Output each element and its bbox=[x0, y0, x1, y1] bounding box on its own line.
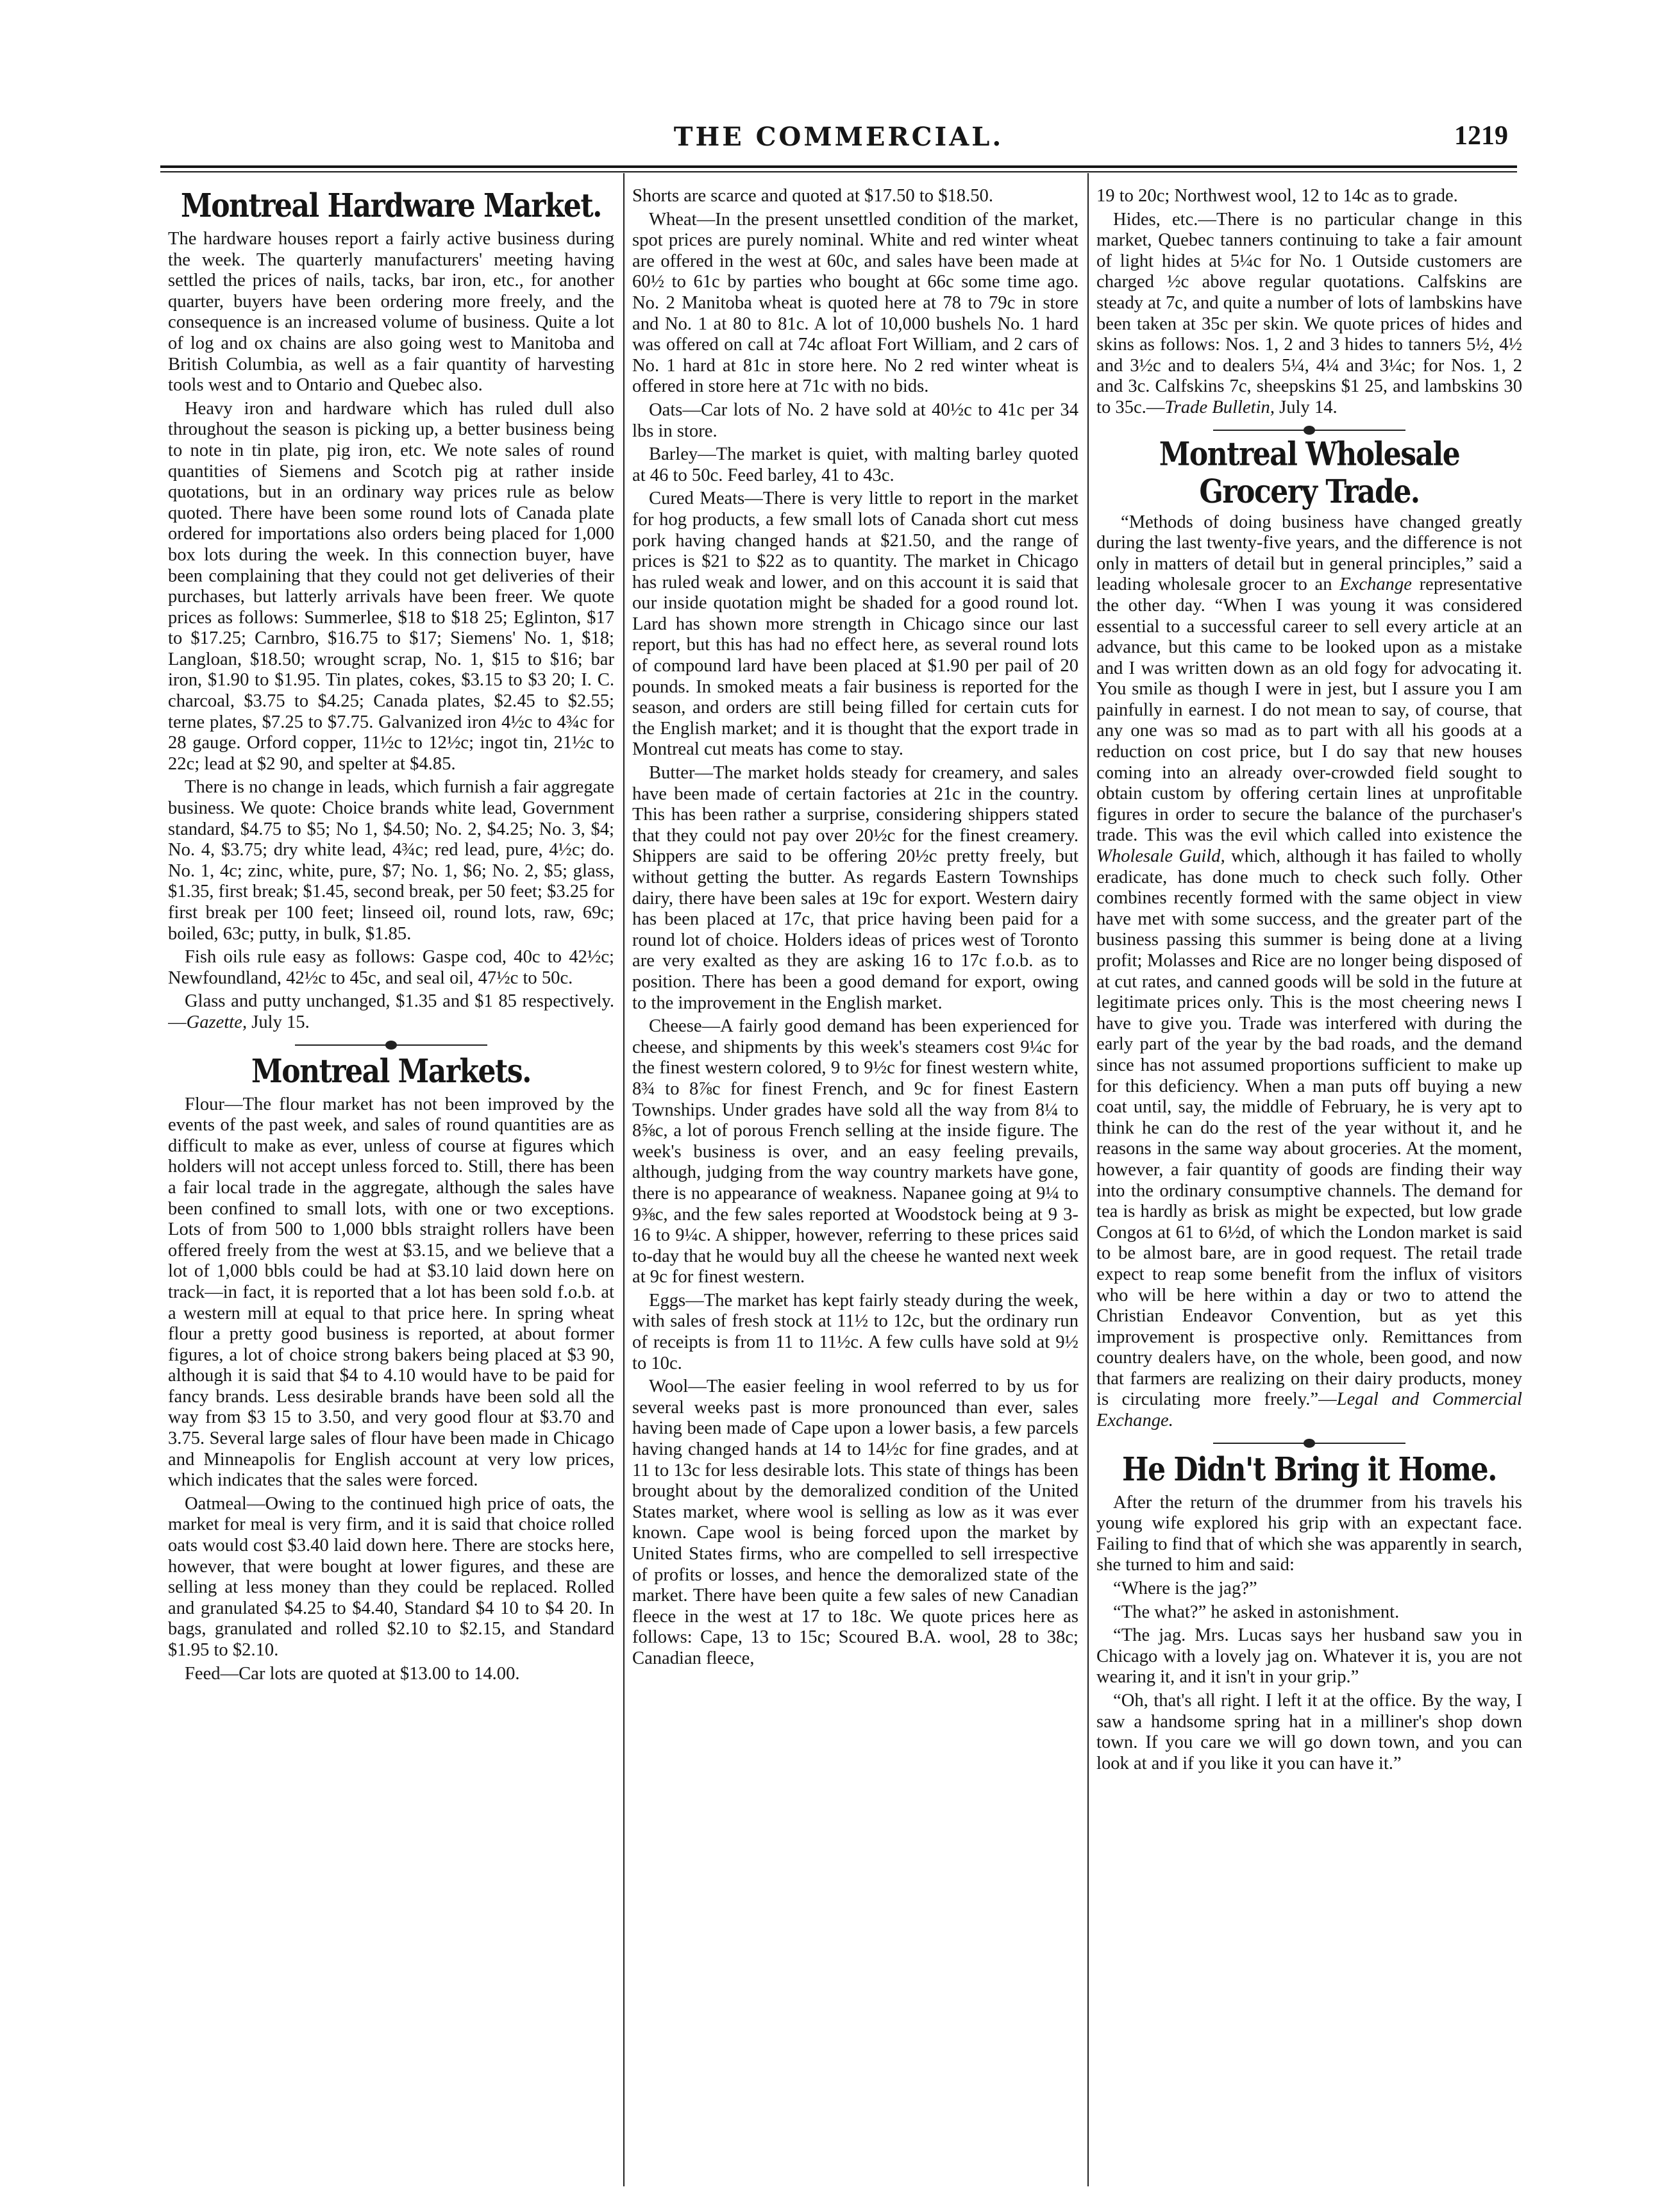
column-divider-2 bbox=[1087, 173, 1089, 2186]
article-title-hardware: Montreal Hardware Market. bbox=[180, 187, 601, 225]
source-citation: Legal and Commercial Exchange. bbox=[1096, 1389, 1522, 1431]
paragraph: The hardware houses report a fairly active business during the week. The quarterly manufacturers' meeting having settled the prices of nails, tacks, bar iron, etc., for another quarter, buyers have been ordering more freely, and the consequence is an increased volume of business. Quite a lot of log and ox chains are also going west to Manitoba and British Columbia, as well as a fair quantity of harvesting tools west and to Ontario and Quebec also. bbox=[168, 229, 614, 396]
page-header bbox=[160, 119, 1517, 158]
italic-term: Exchange bbox=[1339, 574, 1412, 595]
paragraph: Oats—Car lots of No. 2 have sold at 40½c to 41c per 34 lbs in store. bbox=[632, 399, 1078, 441]
text: Glass and putty unchanged, $1.35 and $1 85 respectively.— bbox=[168, 991, 614, 1032]
source-citation: Gazette, bbox=[186, 1012, 247, 1032]
paragraph: Feed—Car lots are quoted at $13.00 to 14.00. bbox=[185, 1663, 520, 1684]
paragraph: Fish oils rule easy as follows: Gaspe cod, 40c to 42½c; Newfoundland, 42½c to 45c, and seal oil, 47½c to 50c. bbox=[168, 947, 614, 988]
text: representative the other day. “When I was young it was considered essential to a successful career to sell every article at an advance, but this came to be looked upon as a mistake and I was written down as an old fogy for advocating it. You smile as though I were in jest, but I assure you I am painfully in earnest. I do not mean to say, of course, that any one was so mad as to part with all his goods at a reduction on cost price, but I do say that new houses coming into an already over-crowded field sought to obtain custom by offering certain lines at unprofitable figures in order to secure the balance of the purchaser's trade. This was the evil which called into existence the bbox=[1096, 574, 1522, 846]
text: which, although it has failed to wholly eradicate, has done much to check such folly. Other combines recently formed with the same object in view have met with some success, and the greater part of the business passing this summer is being done at a living profit; Molasses and Rice are no longer being disposed of at cut rates, and canned goods will be sold in the future at legitimate prices only. This is the most cheering news I have to give you. Trade was interfered with during the early part of the year by the bad roads, and the demand since has not assumed proportions sufficient to make up for this deficiency. When a man puts off buying a new coat until, say, the middle of February, he is very apt to think he can do the rest of the year without it, and he reasons in the same way about groceries. At the moment, however, a fair quantity of goods are finding their way into the ordinary consumptive channels. The demand for tea is hardly as brisk as might be expected, but low grade Congos at 61 to 6½d, of which the London market is said to be almost bare, are in good request. The retail trade expect to reap some benefit from the influx of visitors who will be here within a day or two to attend the Christian Endeavor Convention, but as yet this improvement is prospective only. Remittances from country dealers have, on the whole, been good, and now that farmers are realizing on their dairy products, money is circulating more freely.”— bbox=[1096, 846, 1522, 1410]
paragraph: “The jag. Mrs. Lucas says her husband saw you in Chicago with a lovely jag on. Whatever it is, you are not wearing it, and it isn't in your grip.” bbox=[1096, 1625, 1522, 1688]
paragraph: Wheat—In the present unsettled condition of the market, spot prices are purely nominal. White and red winter wheat are offered in the west at 60c, and sales have been made at 60½ to 61c by parties who bought at 66c some time ago. No. 2 Manitoba wheat is quoted here at 78 to 79c in store and No. 1 at 80 to 81c. A lot of 10,000 bushels No. 1 hard was offered on call at 74c afloat Fort William, and 2 cars of No. 1 hard at 81c in store here. No 2 red winter wheat is offered in store here at 71c with no bids. bbox=[632, 209, 1078, 397]
paragraph: Cured Meats—There is very little to report in the market for hog products, a few small lots of Canada short cut mess pork having changed hands at $21.50, and the range of prices is $21 to $22 as to quantity. The market in Chicago has ruled weak and lower, and on this account it is said that our inside quotation might be shaded for a good round lot. Lard has shown more strength in Chicago since our last report, but this has had no effect here, as several round lots of compound lard have been placed at $1.90 per pail of 20 pounds. In smoked meats a fair business is reported for the season, and orders are still being filled for certain cuts for the English market; and it is thought that the export trade in Montreal cut meats has come to stay. bbox=[632, 489, 1078, 760]
header-rule-thin bbox=[160, 171, 1517, 172]
citation-date: July 15. bbox=[247, 1012, 310, 1032]
paragraph: After the return of the drummer from his travels his young wife explored his grip with an expectant face. Failing to find that of which she was apparently in search, she turned to him and said: bbox=[1096, 1492, 1522, 1575]
paragraph: Shorts are scarce and quoted at $17.50 to $18.50. bbox=[632, 186, 993, 206]
section-ornament-rule bbox=[1213, 425, 1405, 435]
source-citation: Trade Bulletin, bbox=[1164, 397, 1275, 417]
paragraph: Cheese—A fairly good demand has been experienced for cheese, and shipments by this week's steamers cost 9¼c for the finest western colored, 9 to 9½c for finest western white, 8¾ to 8⅞c for finest French, and 9c for finest Eastern Townships. Under grades have sold all the way from 8¼ to 8⅝c, a lot of porous French selling at the inside figure. The week's business is over, and an easy feeling prevails, although, judging from the way country markets have gone, there is no appearance of weakness. Napanee going at 9¼ to 9⅜c, and the few sales reported at Woodstock being at 9 3-16 to 9¼c. A shipper, however, referring to these prices said to-day that he would buy all the cheese he wanted next week at 9c for finest western. bbox=[632, 1016, 1078, 1287]
text: “Methods of doing business have changed greatly during the last twenty-five years, and the difference is not only in matters of detail but in general principles,” said a leading wholesale grocer to an bbox=[1096, 512, 1522, 595]
paragraph bbox=[168, 991, 614, 1033]
paragraph: 19 to 20c; Northwest wool, 12 to 14c as to grade. bbox=[1096, 186, 1458, 206]
paragraph: Wool—The easier feeling in wool referred to by us for several weeks past is more pronounced than ever, sales having been made of Cape upon a lower basis, a few parcels having changed hands at 14 to 14½c for fine grades, and at 11 to 13c for less desirable lots. This state of things has been brought about by the demoralized condition of the United States market, where wool is selling as low as it was ever known. Cape wool is being forced upon the market by United States firms, who are compelled to sell irrespective of profits or losses, and hence the demoralized state of the market. There have been quite a few sales of new Canadian fleece in the west at 17 to 18c. We quote prices here as follows: Cape, 13 to 15c; Scoured B.A. wool, 28 to 38c; Canadian fleece, bbox=[632, 1377, 1078, 1668]
column-2 bbox=[632, 186, 1078, 2193]
paragraph bbox=[1096, 210, 1522, 419]
paragraph: Heavy iron and hardware which has ruled dull also throughout the season is picking up, a better business being to note in tin plate, pig iron, etc. We note sales of round quantities of Siemens and Scotch pig at rather inside quotations, but in an ordinary way prices rule as below quoted. There have been some round lots of Canada plate ordered for importations also orders being placed for 1,000 box lots during the week. In this connection buyer, have been complaining that they could not get deliveries of their purchases, but latterly arrivals have been freer. We quote prices as follows: Summerlee, $18 to $18 25; Eglinton, $17 to $17.25; Carnbro, $16.75 to $17; Siemens' No. 1, $18; Langloan, $18.50; wrought scrap, No. 1, $15 to $16; bar iron, $1.90 to $1.95. Tin plates, cokes, $3.15 to $3 20; I. C. charcoal, $3.75 to $4.25; Canada plates, $2.45 to $2.55; terne plates, $7.25 to $7.75. Galvanized iron 4½c to 4¾c for 28 gauge. Orford copper, 11½c to 12½c; ingot tin, 21½c to 22c; lead at $2 90, and spelter at $4.85. bbox=[168, 398, 614, 774]
paragraph: Oatmeal—Owing to the continued high price of oats, the market for meal is very firm, and it is said that choice rolled oats would cost $3.40 laid down here. There are stocks here, however, that were bought at lower figures, and these are selling at less money than they could be replaced. Rolled and granulated $4.25 to $4.40, Standard $4 10 to $4 20. In bags, granulated and rolled $2.10 to $2.15, and Standard $1.95 to $2.10. bbox=[168, 1493, 614, 1660]
paragraph: Eggs—The market has kept fairly steady during the week, with sales of fresh stock at 11½ to 12c, but the ordinary run of receipts is from 11 to 11½c. A few culls have sold at 9½ to 10c. bbox=[632, 1290, 1078, 1373]
paragraph: Flour—The flour market has not been improved by the events of the past week, and sales of round quantities are as difficult to make as ever, unless of course at figures which holders will not accept unless forced to. Still, there has been a fair local trade in the aggregate, although the sales have been confined to small lots, with one or two exceptions. Lots of from 500 to 1,000 bbls straight rollers have been offered freely from the west at $3.15, and we believe that a lot of 1,000 bbls could be had at $3.10 laid down here on track—in fact, it is reported that a lot has been sold f.o.b. at a western mill at equal to that price here. In spring wheat flour a pretty good business is reported, at about former figures, a lot of choice strong bakers being placed at $3 90, although it is said that $4 to 4.10 would have to be paid for fancy brands. Less desirable brands have been sold all the way from $3 15 to 3.50, and very good flour at $3.70 and 3.75. Several large sales of flour have been made in Chicago and Minneapolis for English account at very low prices, which indicates that the sales were forced. bbox=[168, 1094, 614, 1491]
section-ornament-rule bbox=[1213, 1438, 1405, 1448]
column-3 bbox=[1096, 186, 1522, 2193]
paragraph: Butter—The market holds steady for creamery, and sales have been made of certain factories at 21c in the country. This has been rather a surprise, considering shippers stated that they could not pay over 20½c for the finest creamery. Shippers are said to be offering 20½c pretty freely, but without getting the butter. As regards Eastern Townships dairy, there have been sales at 19c for export. Western dairy has been placed at 17c, that price having been paid for a round lot of choice. Holders ideas of prices west of Toronto are very exalted as they are asking 16 to 17c f.o.b. as to position. There has been a good demand for export, owing to the improvement in the English market. bbox=[632, 763, 1078, 1013]
italic-term: Wholesale Guild, bbox=[1096, 846, 1225, 867]
paragraph bbox=[1096, 512, 1522, 1432]
paragraph: “The what?” he asked in astonishment. bbox=[1113, 1602, 1400, 1622]
text: Hides, etc.—There is no particular change in this market, Quebec tanners continuing to take a fair amount of light hides at 5¼c for No. 1 Outside customers are charged ½c above regular quotations. Calfskins are steady at 7c, and quite a number of lots of lambskins have been taken at 35c per skin. We quote prices of hides and skins as follows: Nos. 1, 2 and 3 hides to tanners 5½, 4½ and 3½c and to dealers 5¼, 4¼ and 3¼c; for Nos. 1, 2 and 3c. Calfskins 7c, sheepskins $1 25, and lambskins 30 to 35c.— bbox=[1096, 209, 1522, 417]
section-ornament-rule bbox=[295, 1040, 487, 1050]
paragraph: There is no change in leads, which furnish a fair aggregate business. We quote: Choice brands white lead, Government standard, $4.75 to $5; No 1, $4.50; No. 2, $4.25; No. 3, $4; No. 4, $3.75; dry white lead, 4¾c; red lead, pure, 4½c; do. No. 1, 4c; zinc, white, pure, $7; No. 1, $6; No. 2, $5; glass, $1.35, first break; $1.45, second break, per 50 feet; $3.25 for first break per 100 feet; linseed oil, round lots, raw, 69c; boiled, 63c; putty, in bulk, $1.85. bbox=[168, 777, 614, 944]
paragraph: “Oh, that's all right. I left it at the office. By the way, I saw a handsome spring hat in a milliner's shop down town. If you care we will go down town, and you can look at and if you like it you can have it.” bbox=[1096, 1691, 1522, 1773]
page-number: 1219 bbox=[1454, 121, 1508, 151]
column-divider-1 bbox=[623, 173, 625, 2186]
article-title-grocery: Montreal Wholesale Grocery Trade. bbox=[1159, 435, 1460, 511]
article-title-home: He Didn't Bring it Home. bbox=[1122, 1450, 1497, 1489]
header-rule-thick bbox=[160, 165, 1517, 168]
paragraph: Barley—The market is quiet, with malting barley quoted at 46 to 50c. Feed barley, 41 to 43c. bbox=[632, 444, 1078, 485]
citation-date: July 14. bbox=[1274, 397, 1338, 417]
article-title-markets: Montreal Markets. bbox=[251, 1052, 531, 1091]
column-1 bbox=[168, 186, 614, 2193]
masthead: THE COMMERCIAL. bbox=[673, 122, 1004, 152]
paragraph: “Where is the jag?” bbox=[1113, 1579, 1257, 1599]
